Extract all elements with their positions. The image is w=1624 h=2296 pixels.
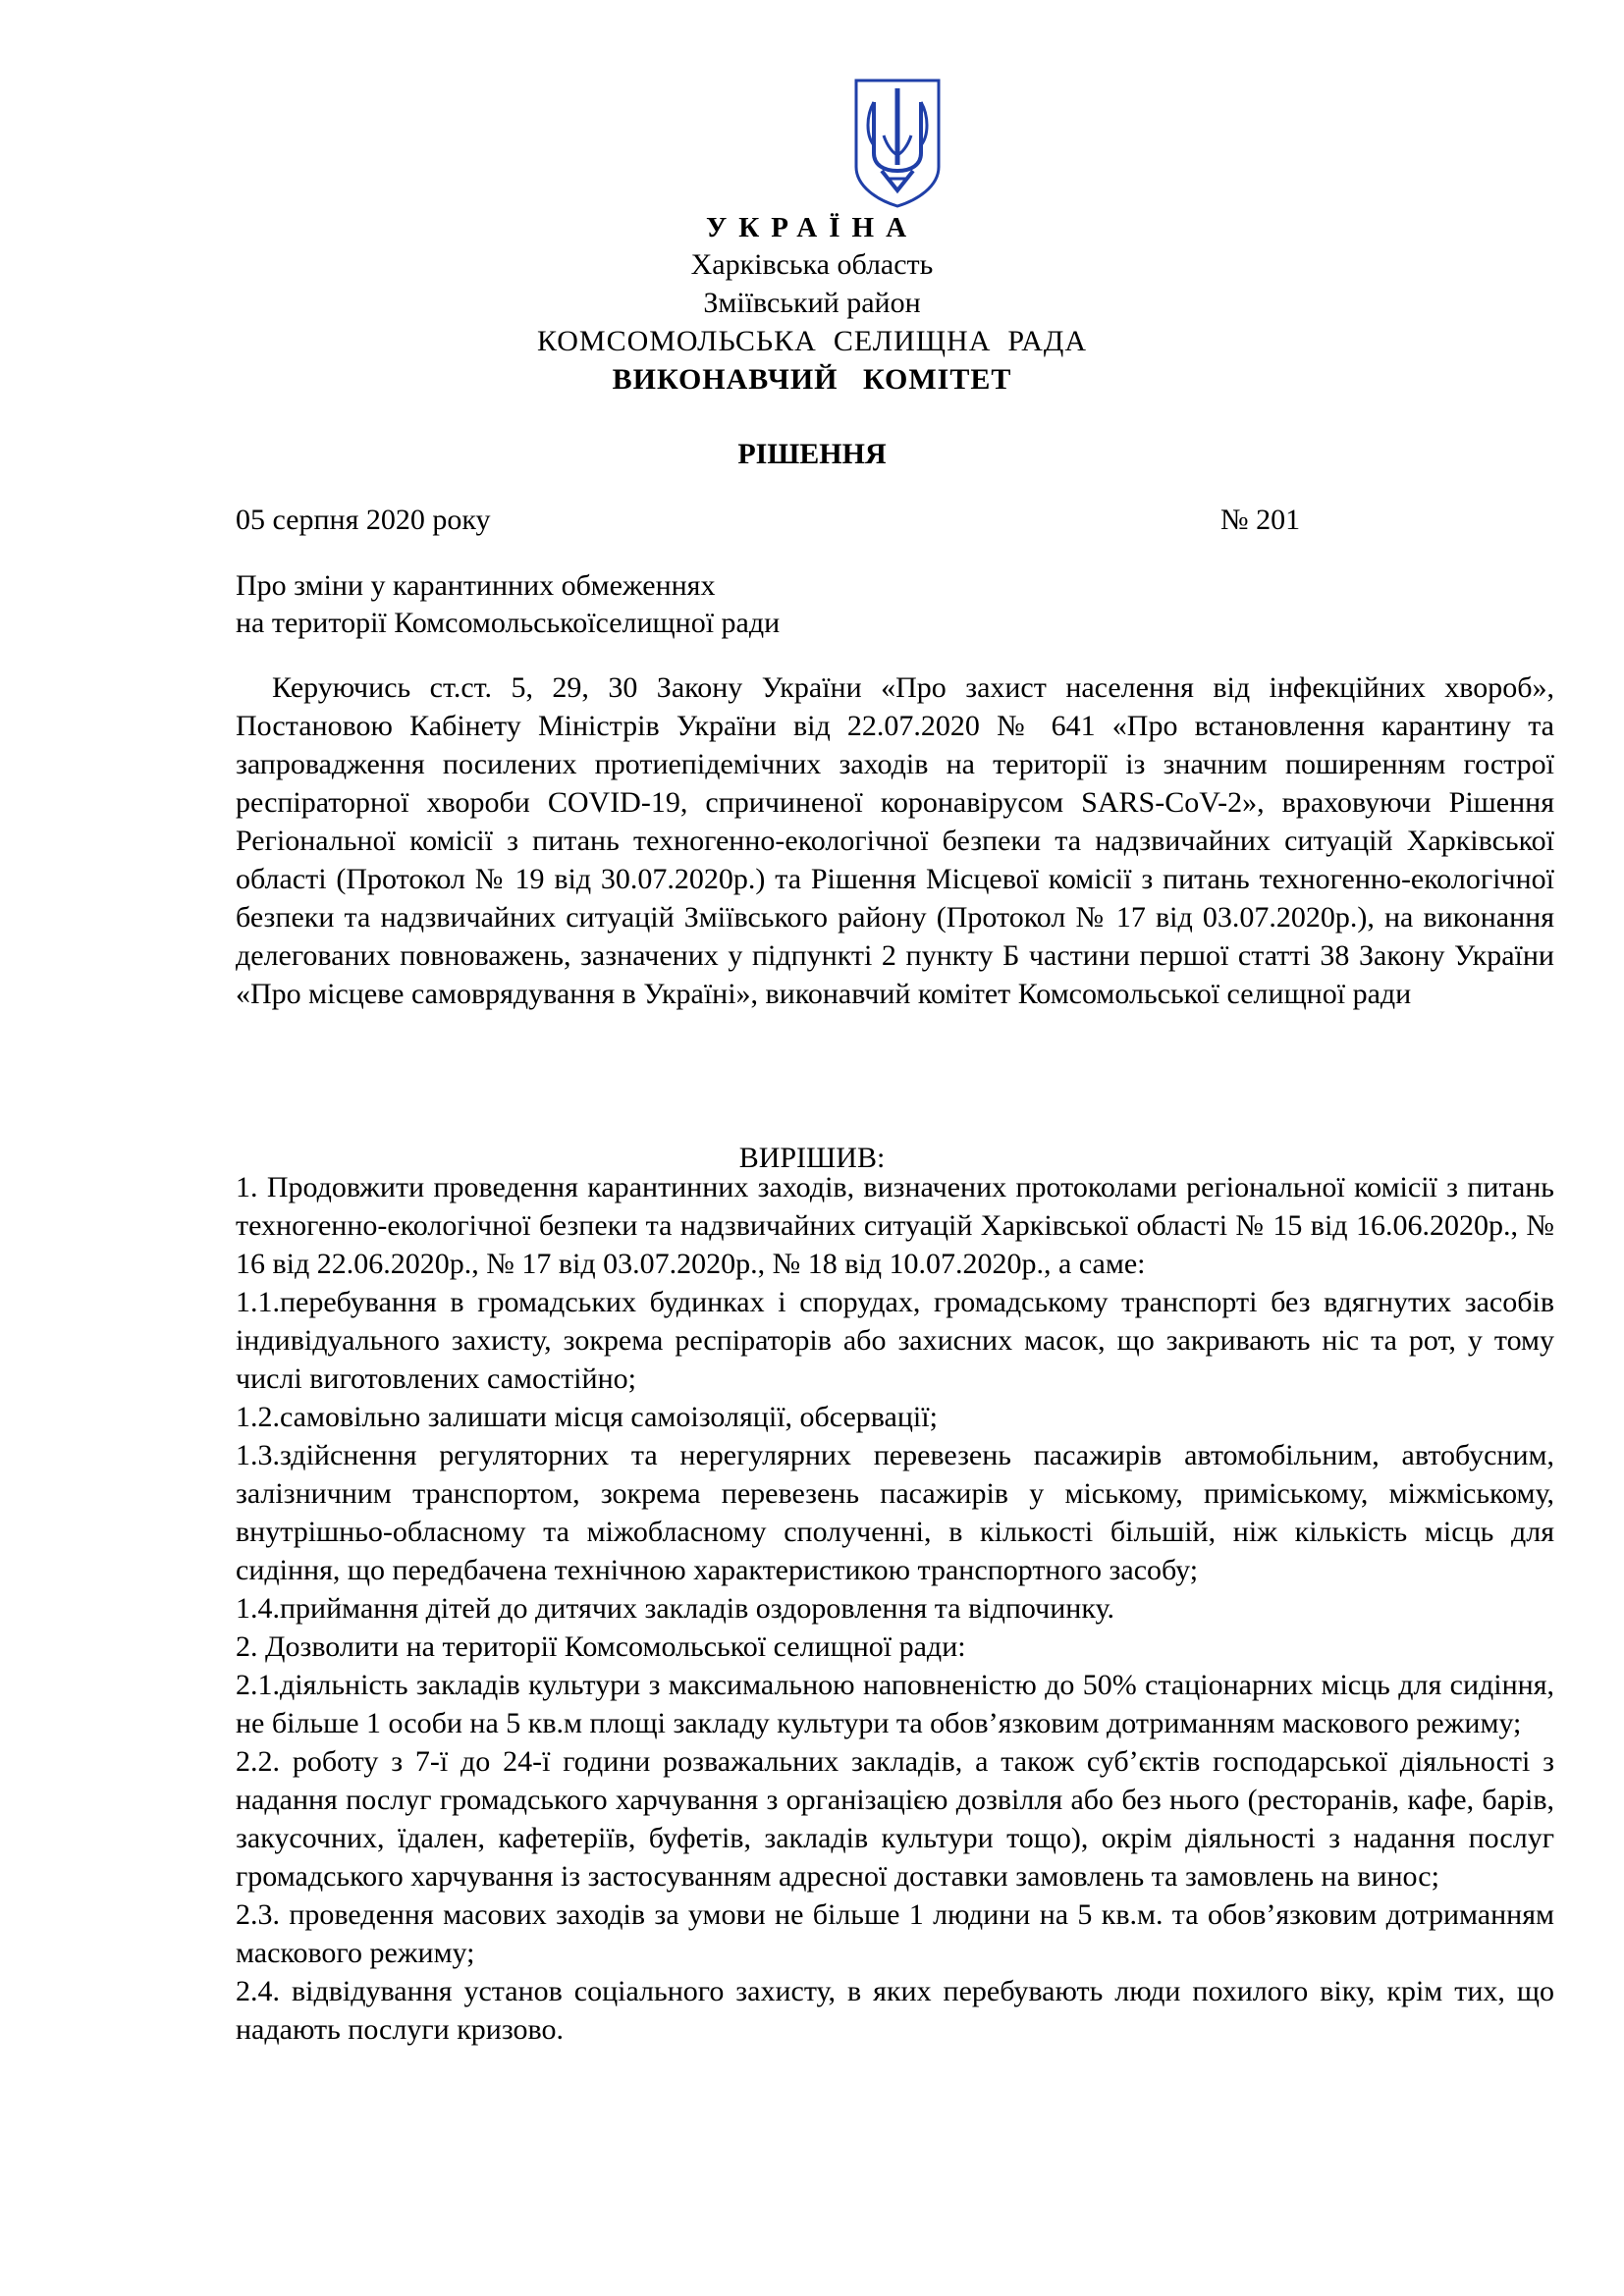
- document-date: 05 серпня 2020 року: [236, 504, 491, 536]
- decision-item: 2.2. роботу з 7-ї до 24-ї години розважальних закладів, а також суб’єктів господарської діяльності з надання послуг громадського харчування з організацією дозвілля або без нього (ресторанів, кафе, барів, закусочних, їдален, кафетеріїв, буфетів, закладів культури тощо), окрім діяльності з надання послуг громадського харчування із застосуванням адресної доставки замовлень та замовлень на винос;: [236, 1745, 1554, 1893]
- decision-item: 1.3.здійснення регуляторних та нерегулярних перевезень пасажирів автомобільним, автобусним, залізничним транспортом, зокрема перевезень пасажирів у міському, приміському, міжміському, внутрішньо-обласному та міжобласному сполученні, в кількості більшій, ніж кількість місць для сидіння, що передбачена технічною характеристикою транспортного засобу;: [236, 1439, 1554, 1586]
- country-name: УКРАЇНА: [705, 212, 919, 243]
- region-name: Харківська область: [690, 248, 934, 281]
- subject-line-2: на території Комсомольськоїселищної ради: [236, 607, 781, 639]
- trident-coat-of-arms-icon: [852, 77, 943, 210]
- decision-item: 1. Продовжити проведення карантинних заходів, визначених протоколами регіональної комісії з питань техногенно-екологічної безпеки та надзвичайних ситуацій Харківської області № 15 від 16.06.2020р., № 16 від 22.06.2020р., № 17 від 03.07.2020р., № 18 від 10.07.2020р., а саме:: [236, 1171, 1554, 1280]
- decision-item: 2.3. проведення масових заходів за умови не більше 1 людини на 5 кв.м. та обов’язковим дотриманням маскового режиму;: [236, 1898, 1554, 1969]
- decision-item: 2.4. відвідування установ соціального захисту, в яких перебувають люди похилого віку, крім тих, що надають послуги кризово.: [236, 1975, 1554, 2046]
- decision-item: 1.1.перебування в громадських будинках і спорудах, громадському транспорті без вдягнутих засобів індивідуального захисту, зокрема респіраторів або захисних масок, що закривають ніс та рот, у тому числі виготовлених самостійно;: [236, 1286, 1554, 1395]
- document-number: № 201: [1220, 504, 1301, 536]
- decided-heading: ВИРІШИВ:: [738, 1142, 886, 1174]
- decision-item: 1.2.самовільно залишати місця самоізоляції, обсервації;: [236, 1401, 938, 1433]
- district-name: Зміївський район: [703, 287, 921, 319]
- preamble-paragraph: Керуючись ст.ст. 5, 29, 30 Закону України «Про захист населення від інфекційних хвороб», Постановою Кабінету Міністрів України від 22.07.2020 № 641 «Про встановлення карантину та запровадження посилених протиепідемічних заходів на території із значним поширенням гострої респіраторної хвороби COVID-19, спричиненої коронавірусом SARS-CoV-2», враховуючи Рішення Регіональної комісії з питань техногенно-екологічної безпеки та надзвичайних ситуацій Харківської області (Протокол № 19 від 30.07.2020р.) та Рішення Місцевої комісії з питань техногенно-екологічної безпеки та надзвичайних ситуацій Зміївського району (Протокол № 17 від 03.07.2020р.), на виконання делегованих повноважень, зазначених у підпункті 2 пункту Б частини першої статті 38 Закону України «Про місцеве самоврядування в Україні», виконавчий комітет Комсомольської селищної ради: [236, 671, 1554, 1010]
- document-type-title: РІШЕННЯ: [737, 438, 887, 470]
- document-subject: [236, 567, 780, 642]
- decision-items: [236, 1168, 1554, 2049]
- subject-line-1: Про зміни у карантинних обмеженнях: [236, 569, 716, 602]
- council-name: КОМСОМОЛЬСЬКА СЕЛИЩНА РАДА: [536, 325, 1088, 357]
- decision-item: 2.1.діяльність закладів культури з максимальною наповненістю до 50% стаціонарних місць для сидіння, не більше 1 особи на 5 кв.м площі закладу культури та обов’язковим дотриманням маскового режиму;: [236, 1669, 1554, 1739]
- decision-item: 2. Дозволити на території Комсомольської селищної ради:: [236, 1630, 966, 1663]
- committee-name: ВИКОНАВЧИЙ КОМІТЕТ: [612, 363, 1012, 396]
- decision-item: 1.4.приймання дітей до дитячих закладів оздоровлення та відпочинку.: [236, 1592, 1114, 1625]
